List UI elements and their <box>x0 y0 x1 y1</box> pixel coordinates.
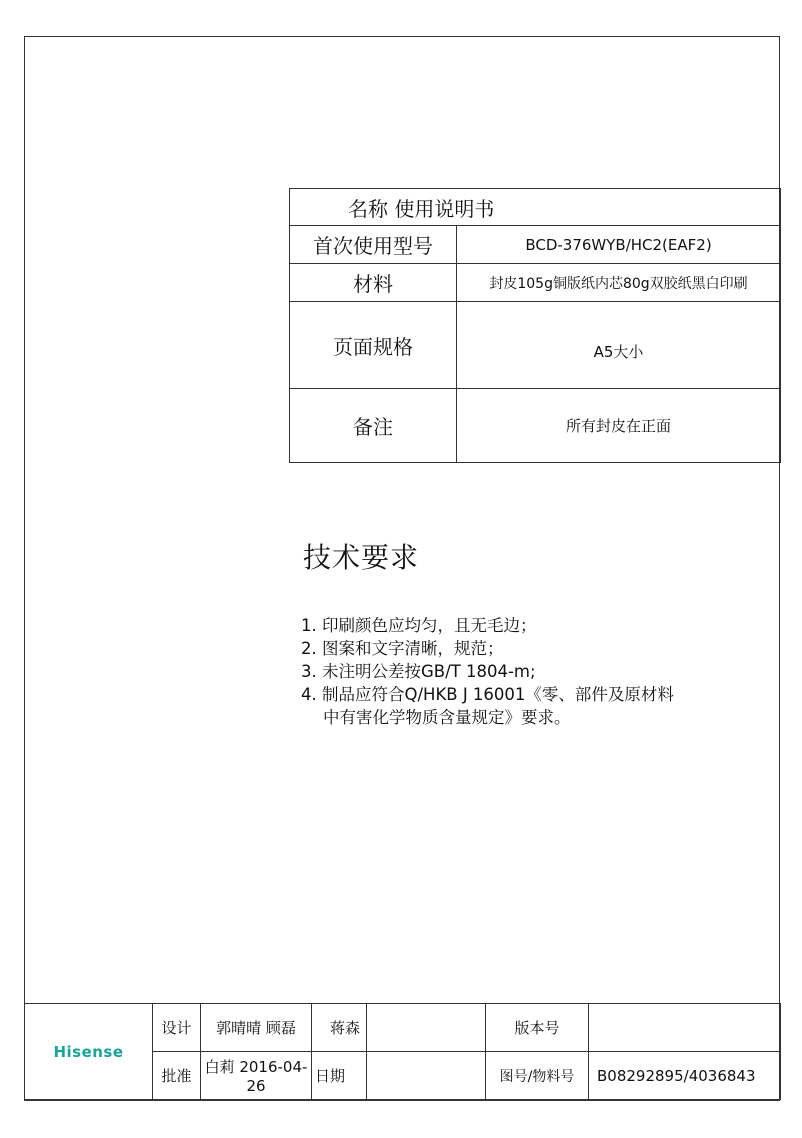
design-names: 郭晴晴 顾磊 <box>201 1004 312 1052</box>
version-label: 版本号 <box>486 1004 589 1052</box>
drawing-value: B08292895/4036843 <box>589 1052 781 1100</box>
spec-label-remark: 备注 <box>290 389 457 463</box>
design-label: 设计 <box>153 1004 201 1052</box>
hisense-logo: Hisense <box>25 1004 153 1100</box>
approve-value: 白莉 2016-04-26 <box>201 1052 312 1100</box>
requirement-item-continuation: 中有害化学物质含量规定》要求。 <box>323 708 571 727</box>
date-label: 日期 <box>315 1067 346 1085</box>
drawing-label: 图号/物料号 <box>486 1052 589 1100</box>
approve-label: 批准 <box>153 1052 201 1100</box>
title-block <box>24 1003 781 1101</box>
tech-requirements-list <box>301 614 674 729</box>
requirement-item: 3. 未注明公差按GB/T 1804-m; <box>301 662 536 681</box>
spec-value-page-size: A5大小 <box>457 302 781 389</box>
spec-value-material: 封皮105g铜版纸内芯80g双胶纸黑白印刷 <box>457 264 781 302</box>
spec-label-material: 材料 <box>290 264 457 302</box>
tech-requirements-title: 技术要求 <box>303 541 420 574</box>
spec-value-model: BCD-376WYB/HC2(EAF2) <box>457 226 781 264</box>
spec-label-page-size: 页面规格 <box>290 302 457 389</box>
requirement-item: 1. 印刷颜色应均匀，且无毛边； <box>301 616 537 635</box>
spec-table <box>289 188 781 463</box>
spec-value-remark: 所有封皮在正面 <box>457 389 781 463</box>
spec-name-row: 名称 使用说明书 <box>290 189 781 226</box>
spec-label-model: 首次使用型号 <box>290 226 457 264</box>
version-value <box>589 1004 781 1052</box>
requirement-item: 4. 制品应符合Q/HKB J 16001《零、部件及原材料 <box>301 685 674 704</box>
design-overlap-name: 蒋森 <box>330 1019 361 1037</box>
requirement-item: 2. 图案和文字清晰，规范； <box>301 639 504 658</box>
